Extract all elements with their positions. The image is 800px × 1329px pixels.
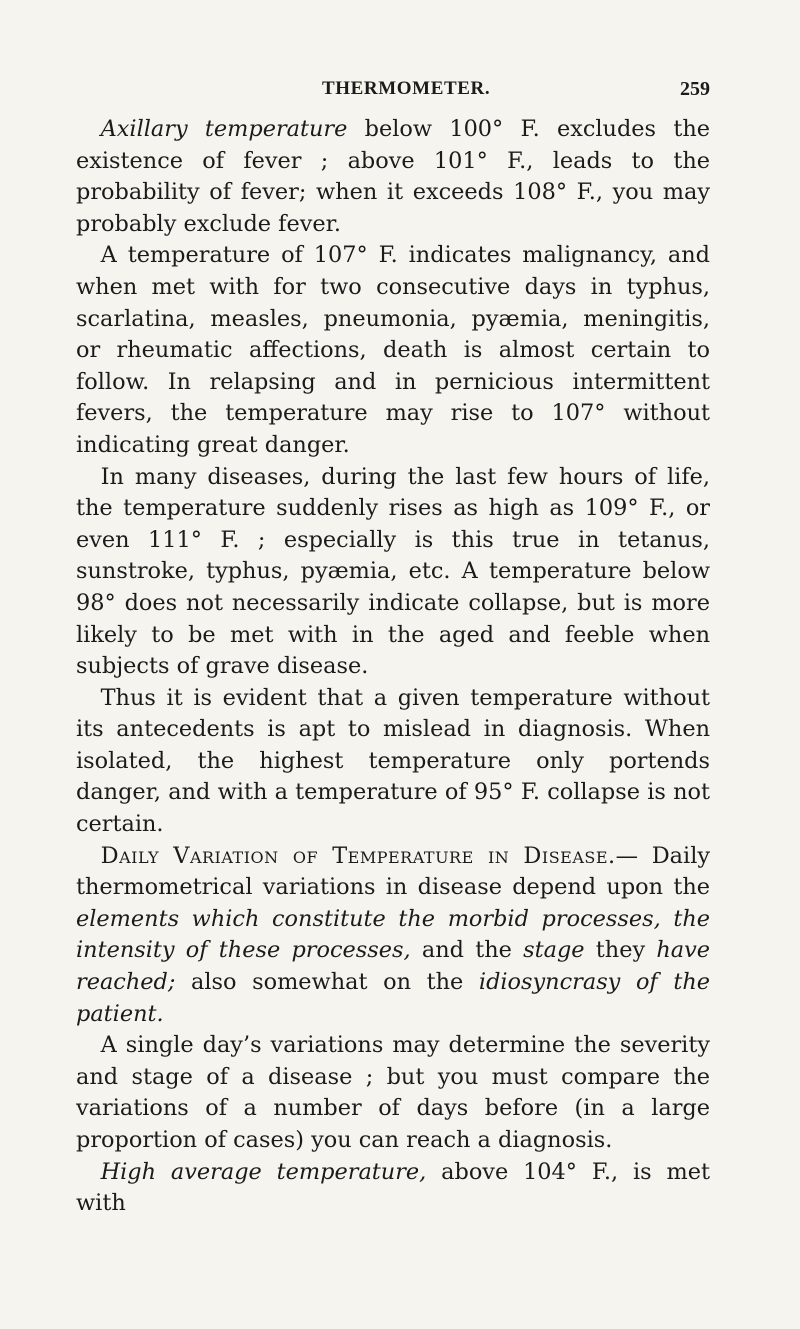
paragraph-text: — Daily thermometrical variations in disease depend upon the — [76, 842, 711, 901]
italic-phrase: stage — [523, 937, 585, 964]
paragraph-daily-variation — [76, 841, 710, 1031]
term-axillary-temperature: Axillary temperature — [100, 116, 348, 142]
paragraph-text: also somewhat on the — [175, 969, 479, 996]
paragraph-single-day: A single day’s variations may determine the severity and stage of a disease ; but you must compare the variations of a number of days before (in a large proportion of cases) you can reach a diagnosis. — [76, 1032, 710, 1153]
paragraph-last-hours: In many diseases, during the last few hours of life, the temperature suddenly rises as high as 109° F., or even 111° F. ; especially is this true in tetanus, sunstroke, typhus, pyæmia, etc. A temperature below 98° does not necessarily indicate collapse, but is more likely to be met with in the aged and feeble when subjects of grave disease. — [76, 463, 710, 680]
paragraph-antecedents: Thus it is evident that a given temperature without its antecedents is apt to mislead in diagnosis. When isolated, the highest temperature only portends danger, and with a temperature of 95° F. collapse is not certain. — [76, 684, 710, 838]
italic-phrase: idiosyncrasy of the patient. — [76, 969, 710, 1027]
paragraph-axillary — [76, 114, 710, 240]
paragraph-text: below 100° F. excludes the existence of fever ; above 101° F., leads to the probability of fever; when it exceeds 108° F., you may probably exclude fever. — [76, 116, 710, 237]
paragraph-text: and the — [410, 937, 524, 964]
page-number: 259 — [680, 78, 710, 100]
section-heading: Daily Variation of Temperature in Disease. — [100, 842, 616, 869]
paragraph-high-average — [76, 1157, 710, 1220]
italic-phrase: have reached; — [76, 937, 711, 996]
paragraph-malignancy: A temperature of 107° F. indicates malignancy, and when met with for two consecutive days in typhus, scarlatina, measles, pneumonia, pyæmia, meningitis, or rheumatic affections, death is almost certain to follow. In relapsing and in pernicious intermittent fevers, the temperature may rise to 107° without indicating great danger. — [76, 242, 710, 458]
running-head — [76, 78, 710, 108]
running-title: THERMOMETER. — [322, 78, 491, 99]
paragraph-text: above 104° F., is met with — [76, 1158, 710, 1217]
term-high-average-temperature: High average temperature, — [100, 1158, 427, 1185]
paragraph-text: they — [584, 937, 657, 964]
body-text — [76, 114, 710, 1220]
italic-phrase: elements which constitute the morbid processes, the intensity of these processes, — [76, 905, 710, 964]
